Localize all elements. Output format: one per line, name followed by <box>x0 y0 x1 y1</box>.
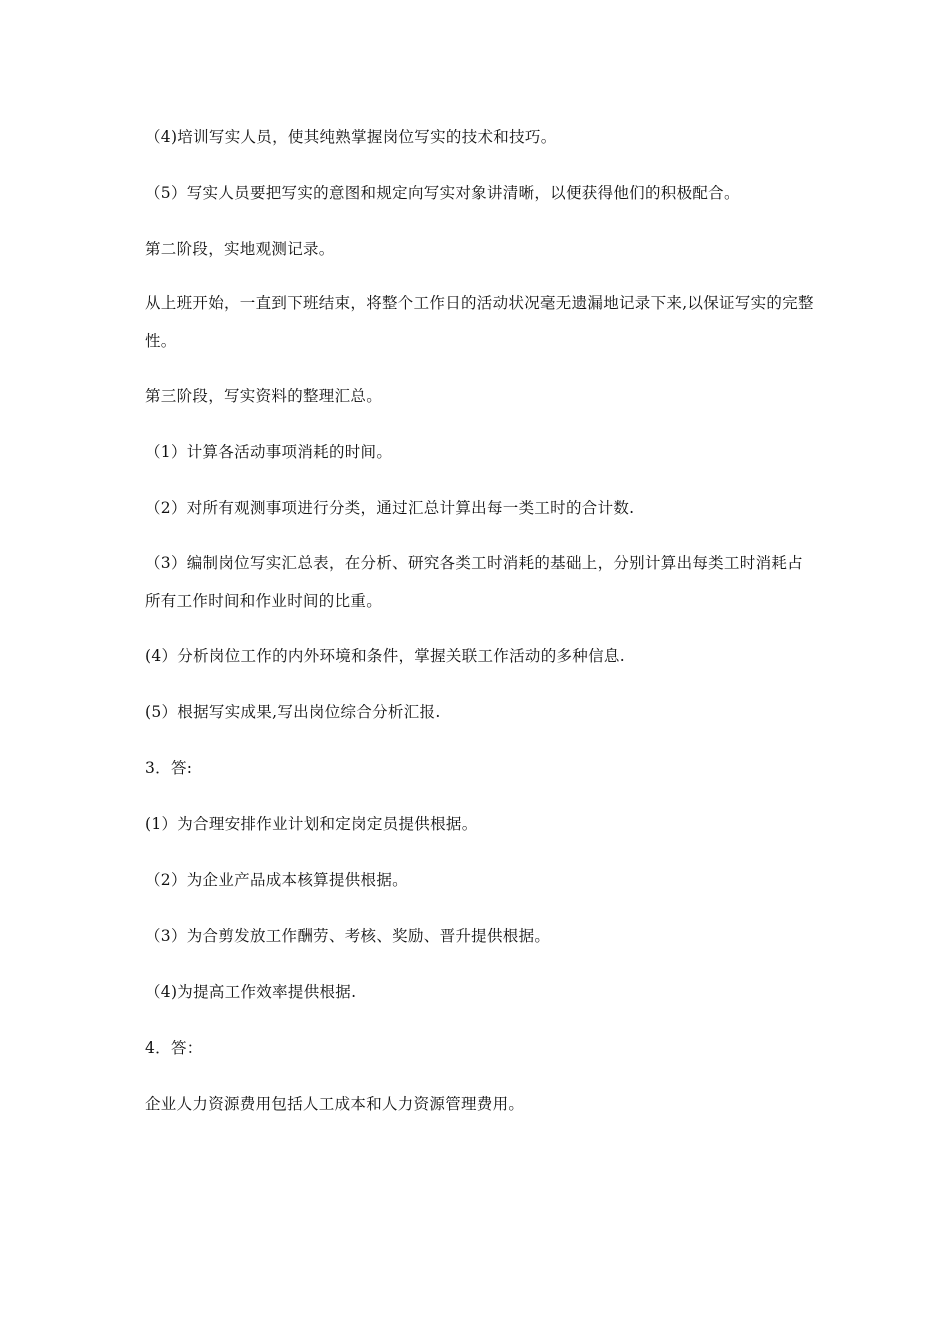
answer-3-item-3: （3）为合剪发放工作酬劳、考核、奖励、晋升提供根据。 <box>145 927 551 945</box>
paragraph-training-item-5: （5）写实人员要把写实的意图和规定向写实对象讲清晰，以便获得他们的积极配合。 <box>145 184 740 202</box>
paragraph-stage-three-item-3: （3）编制岗位写实汇总表，在分析、研究各类工时消耗的基础上，分别计算出每类工时消耗占所有工作时间和作业时间的比重。 <box>145 554 803 610</box>
paragraph-stage-three-item-1: （1）计算各活动事项消耗的时间。 <box>145 443 393 461</box>
answer-3-item-4: （4)为提高工作效率提供根据. <box>145 983 357 1001</box>
answer-3-heading: 3．答: <box>145 759 193 777</box>
answer-4-body: 企业人力资源费用包括人工成本和人力资源管理费用。 <box>145 1095 525 1113</box>
answer-3-item-2: （2）为企业产品成本核算提供根据。 <box>145 871 408 889</box>
paragraph-stage-two-body: 从上班开始，一直到下班结束，将整个工作日的活动状况毫无遗漏地记录下来,以保证写实的完整性。 <box>145 294 814 350</box>
answer-3-item-1: (1）为合理安排作业计划和定岗定员提供根据。 <box>145 815 478 833</box>
paragraph-stage-two-heading: 第二阶段，实地观测记录。 <box>145 240 335 258</box>
paragraph-stage-three-item-4: (4）分析岗位工作的内外环境和条件，掌握关联工作活动的多种信息. <box>145 647 625 665</box>
paragraph-stage-three-item-5: (5）根据写实成果,写出岗位综合分析汇报. <box>145 703 441 721</box>
paragraph-stage-three-heading: 第三阶段，写实资料的整理汇总。 <box>145 387 383 405</box>
paragraph-training-item-4: （4)培训写实人员，使其纯熟掌握岗位写实的技术和技巧。 <box>145 128 557 146</box>
paragraph-stage-three-item-2: （2）对所有观测事项进行分类，通过汇总计算出每一类工时的合计数. <box>145 499 635 517</box>
answer-4-heading: 4．答： <box>145 1039 203 1057</box>
